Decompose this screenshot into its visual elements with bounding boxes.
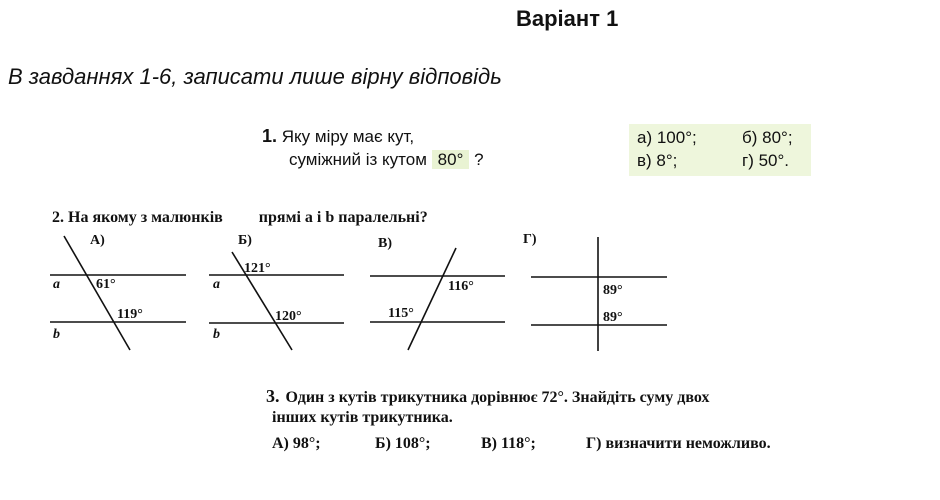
q3-text-line1: Один з кутів трикутника дорівнює 72°. Знайдіть суму двох [285,389,710,406]
figure-v [370,236,505,350]
q1-text-line1: Яку міру має кут, [281,127,415,146]
figure-a-angle1: 61° [96,277,116,292]
variant-title: Варіант 1 [516,6,619,31]
figure-a [50,233,186,350]
figure-b-angle1: 121° [244,261,271,276]
q3-number: 3. [266,386,280,406]
q1-option-g: г) 50°. [742,151,790,170]
figure-b-letter-b: b [213,327,220,342]
q1-angle-value: 80° [432,150,470,169]
q3-line1 [266,386,709,407]
figure-b-angle2: 120° [275,309,302,324]
figure-v-label: В) [378,236,392,251]
q2-number: 2. [52,209,64,226]
figure-v-transversal [408,248,456,350]
q1-number: 1. [262,126,278,146]
q2-text-part2: прямі a і b паралельні? [258,209,428,226]
figure-g-label: Г) [523,232,537,247]
figure-v-angle2: 115° [388,306,414,321]
figure-b [209,233,344,350]
q3-options [272,435,771,453]
q1-option-a: а) 100°; [637,128,697,147]
figure-b-label: Б) [238,233,252,248]
figure-g-angle2: 89° [603,310,623,325]
figure-a-label: А) [90,233,105,248]
figure-g [523,232,667,351]
figure-a-transversal [64,236,130,350]
instruction-text: В завданнях 1-6, записати лише вірну відповідь [8,64,502,89]
q1-question-mark: ? [474,150,484,169]
q3-text-line2: інших кутів трикутника. [272,409,453,426]
q3-option-v: В) 118°; [481,435,536,452]
figure-g-angle1: 89° [603,283,623,298]
figure-a-angle2: 119° [117,307,143,322]
q1-option-b: б) 80°; [742,128,793,147]
figure-a-letter-b: b [53,327,60,342]
q1-text-line2: суміжний із кутом [289,150,427,169]
q2-text-part1: На якому з малюнків [68,209,223,226]
figure-b-letter-a: a [213,277,220,292]
q1-option-v: в) 8°; [637,151,678,170]
q3-option-g: Г) визначити неможливо. [586,435,771,452]
q3-option-b: Б) 108°; [375,435,431,452]
q3-option-a: А) 98°; [272,435,321,452]
figure-a-letter-a: a [53,277,60,292]
figure-v-angle1: 116° [448,279,474,294]
